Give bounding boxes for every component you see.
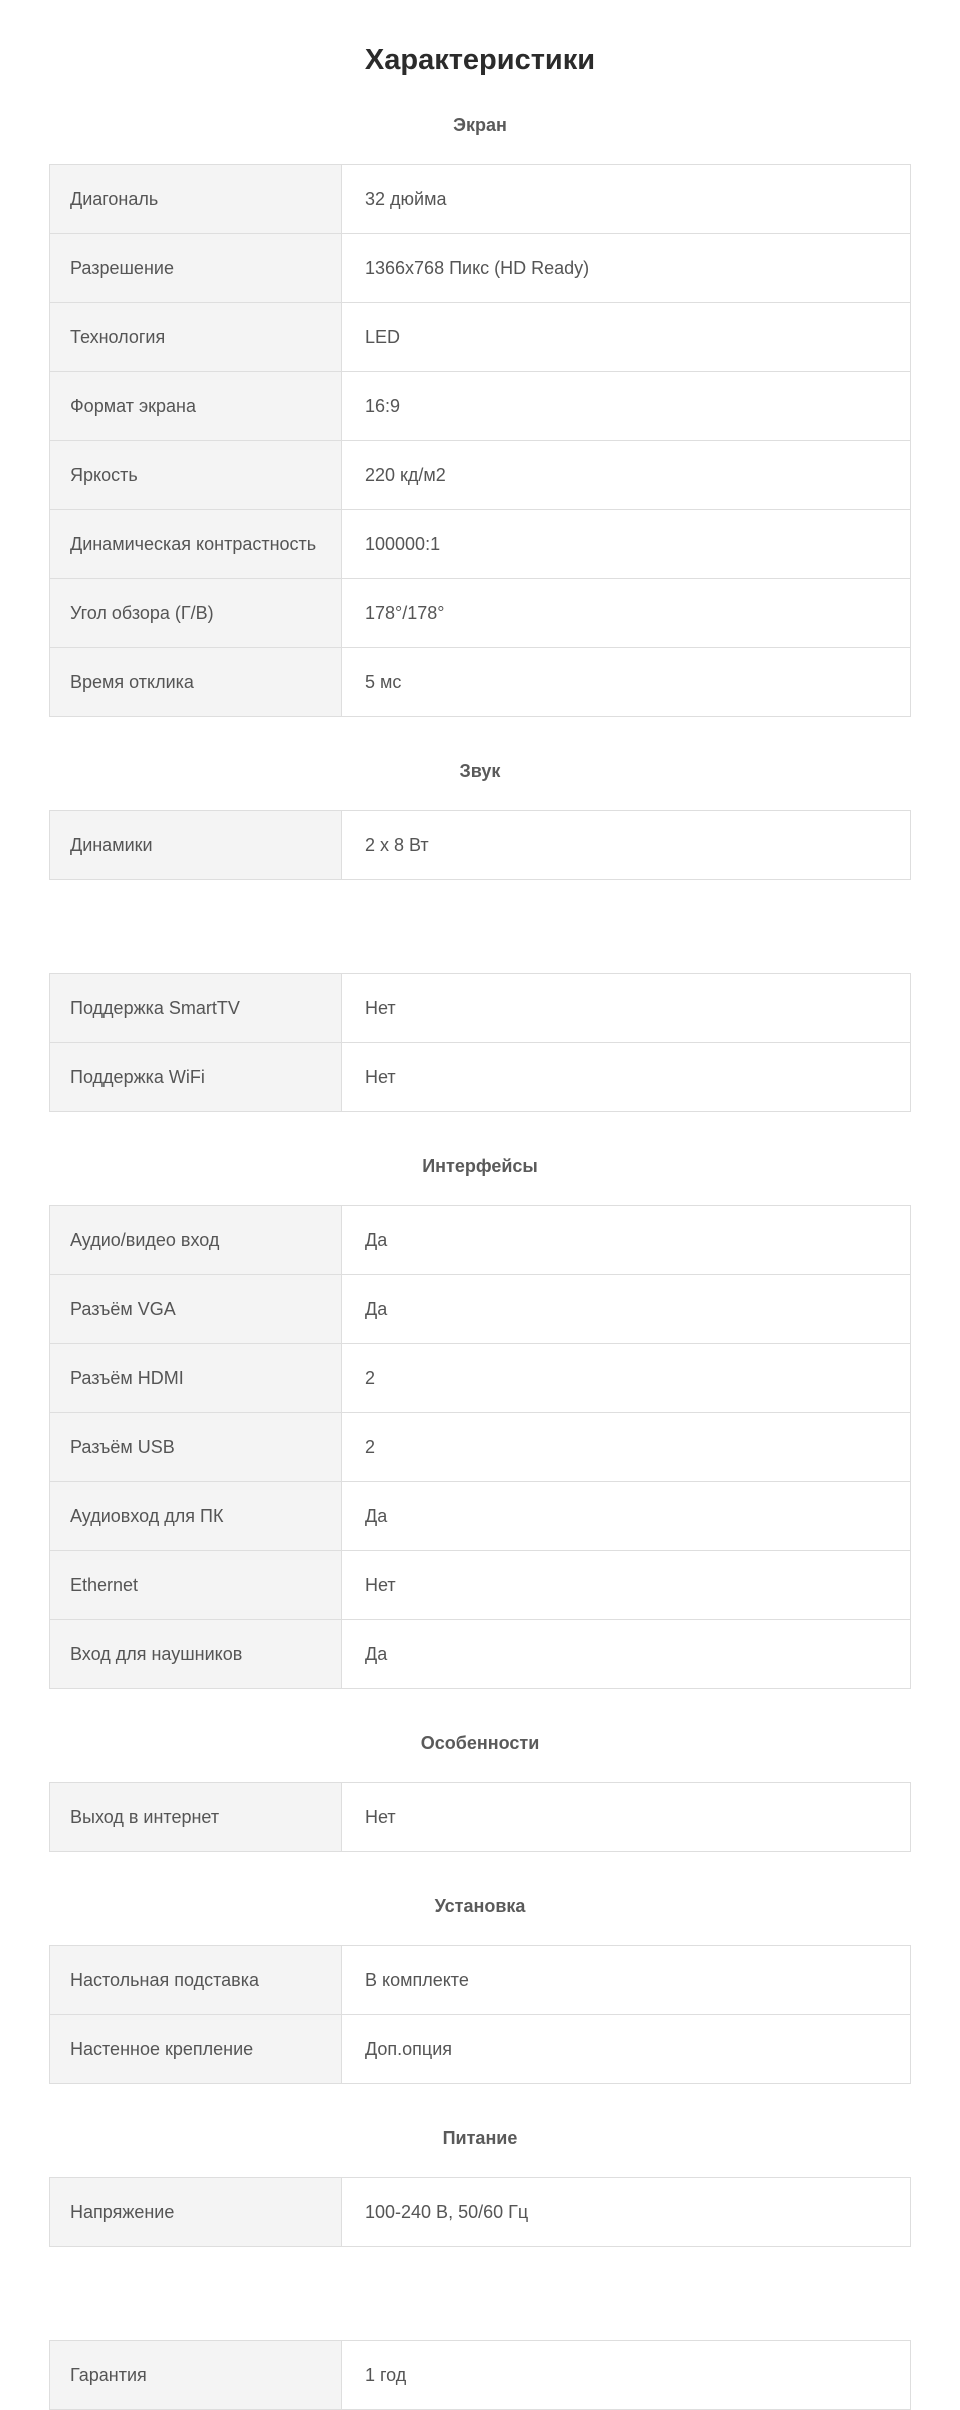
spec-value: Да (342, 1620, 911, 1689)
spec-name: Настенное крепление (50, 2015, 342, 2084)
spec-name: Вход для наушников (50, 1620, 342, 1689)
spec-value: 16:9 (342, 372, 911, 441)
spec-value: Да (342, 1275, 911, 1344)
spec-row (50, 441, 911, 510)
spec-row (50, 1783, 911, 1852)
spec-value: LED (342, 303, 911, 372)
spec-value: 100000:1 (342, 510, 911, 579)
spec-name: Настольная подставка (50, 1946, 342, 2015)
spec-group-title (0, 919, 960, 949)
spec-value: Нет (342, 1551, 911, 1620)
spec-value: Нет (342, 1783, 911, 1852)
spec-name: Технология (50, 303, 342, 372)
spec-row (50, 2341, 911, 2410)
spec-row (50, 510, 911, 579)
spec-value: Нет (342, 1043, 911, 1112)
spec-row (50, 648, 911, 717)
spec-table (49, 2177, 911, 2247)
spec-value: Нет (342, 974, 911, 1043)
spec-row (50, 1551, 911, 1620)
spec-group (0, 2286, 960, 2410)
spec-row (50, 2178, 911, 2247)
spec-table (49, 2340, 911, 2410)
spec-name: Ethernet (50, 1551, 342, 1620)
spec-group (0, 1891, 960, 2084)
spec-name: Яркость (50, 441, 342, 510)
specifications-list (0, 80, 960, 2410)
spec-group (0, 756, 960, 880)
spec-name: Формат экрана (50, 372, 342, 441)
spec-name: Гарантия (50, 2341, 342, 2410)
spec-group-title: Звук (459, 761, 501, 781)
spec-name: Аудио/видео вход (50, 1206, 342, 1275)
spec-name: Динамическая контрастность (50, 510, 342, 579)
spec-value: Да (342, 1482, 911, 1551)
spec-value: Да (342, 1206, 911, 1275)
spec-group-title: Питание (442, 2128, 518, 2148)
spec-row (50, 1482, 911, 1551)
spec-value: 2 (342, 1344, 911, 1413)
spec-value: 178°/178° (342, 579, 911, 648)
spec-row (50, 1946, 911, 2015)
spec-name: Аудиовход для ПК (50, 1482, 342, 1551)
spec-value: В комплекте (342, 1946, 911, 2015)
spec-table (49, 1782, 911, 1852)
spec-name: Разъём USB (50, 1413, 342, 1482)
spec-name: Выход в интернет (50, 1783, 342, 1852)
spec-group-title (0, 2286, 960, 2316)
spec-value: 220 кд/м2 (342, 441, 911, 510)
spec-row (50, 303, 911, 372)
spec-row (50, 1043, 911, 1112)
spec-name: Разрешение (50, 234, 342, 303)
spec-row (50, 234, 911, 303)
spec-name: Угол обзора (Г/В) (50, 579, 342, 648)
spec-row (50, 1413, 911, 1482)
spec-value: 1366x768 Пикс (HD Ready) (342, 234, 911, 303)
spec-value: 32 дюйма (342, 165, 911, 234)
spec-row (50, 811, 911, 880)
page-title: Характеристики (364, 44, 596, 76)
spec-group-title: Интерфейсы (422, 1156, 538, 1176)
spec-name: Динамики (50, 811, 342, 880)
spec-table (49, 164, 911, 717)
spec-table (49, 810, 911, 880)
spec-name: Разъём HDMI (50, 1344, 342, 1413)
spec-row (50, 579, 911, 648)
spec-value: Доп.опция (342, 2015, 911, 2084)
spec-table (49, 1945, 911, 2084)
spec-group (0, 1728, 960, 1852)
spec-value: 100-240 В, 50/60 Гц (342, 2178, 911, 2247)
spec-value: 1 год (342, 2341, 911, 2410)
spec-value: 2 (342, 1413, 911, 1482)
spec-name: Поддержка SmartTV (50, 974, 342, 1043)
spec-row (50, 974, 911, 1043)
spec-name: Напряжение (50, 2178, 342, 2247)
spec-row (50, 372, 911, 441)
spec-row (50, 165, 911, 234)
spec-group (0, 919, 960, 1112)
spec-group (0, 1151, 960, 1689)
spec-value: 5 мс (342, 648, 911, 717)
spec-group-title: Особенности (420, 1733, 540, 1753)
spec-table (49, 973, 911, 1112)
spec-row (50, 1275, 911, 1344)
spec-table (49, 1205, 911, 1689)
spec-name: Время отклика (50, 648, 342, 717)
spec-row (50, 1344, 911, 1413)
spec-name: Диагональ (50, 165, 342, 234)
spec-name: Поддержка WiFi (50, 1043, 342, 1112)
spec-value: 2 x 8 Вт (342, 811, 911, 880)
spec-group (0, 110, 960, 717)
spec-row (50, 2015, 911, 2084)
spec-group (0, 2123, 960, 2247)
spec-group-title: Установка (434, 1896, 526, 1916)
spec-group-title: Экран (453, 115, 507, 135)
spec-row (50, 1620, 911, 1689)
spec-row (50, 1206, 911, 1275)
spec-name: Разъём VGA (50, 1275, 342, 1344)
